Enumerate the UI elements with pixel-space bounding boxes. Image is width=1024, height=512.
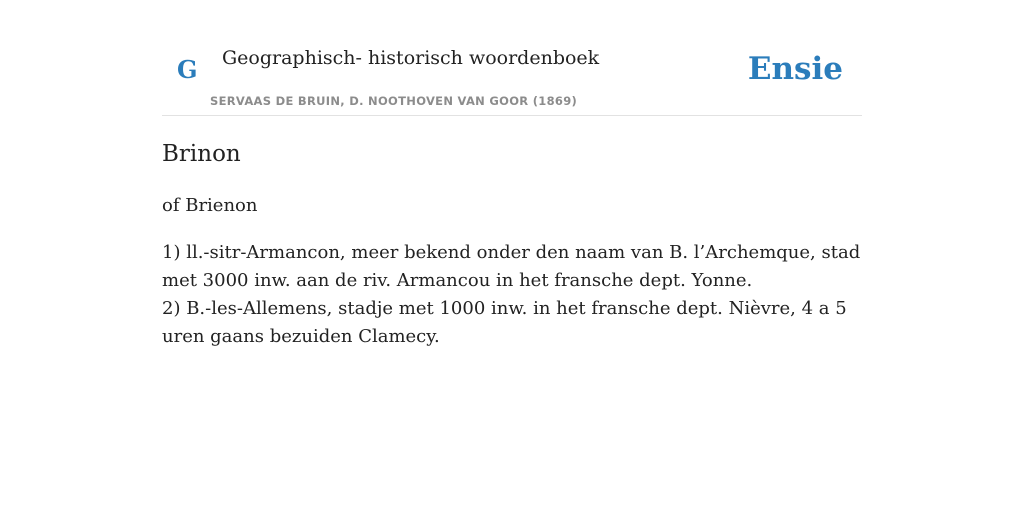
book-title-link[interactable]: Geographisch- historisch woordenboek xyxy=(222,47,600,69)
page xyxy=(162,0,862,347)
entry-definition xyxy=(162,239,862,351)
definition-sense-2: 2) B.-les-Allemens, stadje met 1000 inw. in het fransche dept. Nièvre, 4 a 5 uren gaans bezuiden Clamecy. xyxy=(162,298,847,347)
ensie-logo-link[interactable]: Ensie xyxy=(747,51,843,87)
book-authors: SERVAAS DE BRUIN, D. NOOTHOVEN VAN GOOR (1869) xyxy=(210,94,578,108)
entry-headword: Brinon xyxy=(162,141,241,167)
definition-sense-1: 1) ll.-sitr-Armancon, meer bekend onder den naam van B. l’Archemque, stad met 3000 inw. aan de riv. Armancou in het fransche dept. Yonne. xyxy=(162,242,861,291)
entry-variant: of Brienon xyxy=(162,195,258,216)
header xyxy=(162,0,862,116)
book-logo-icon[interactable]: G xyxy=(177,55,198,84)
